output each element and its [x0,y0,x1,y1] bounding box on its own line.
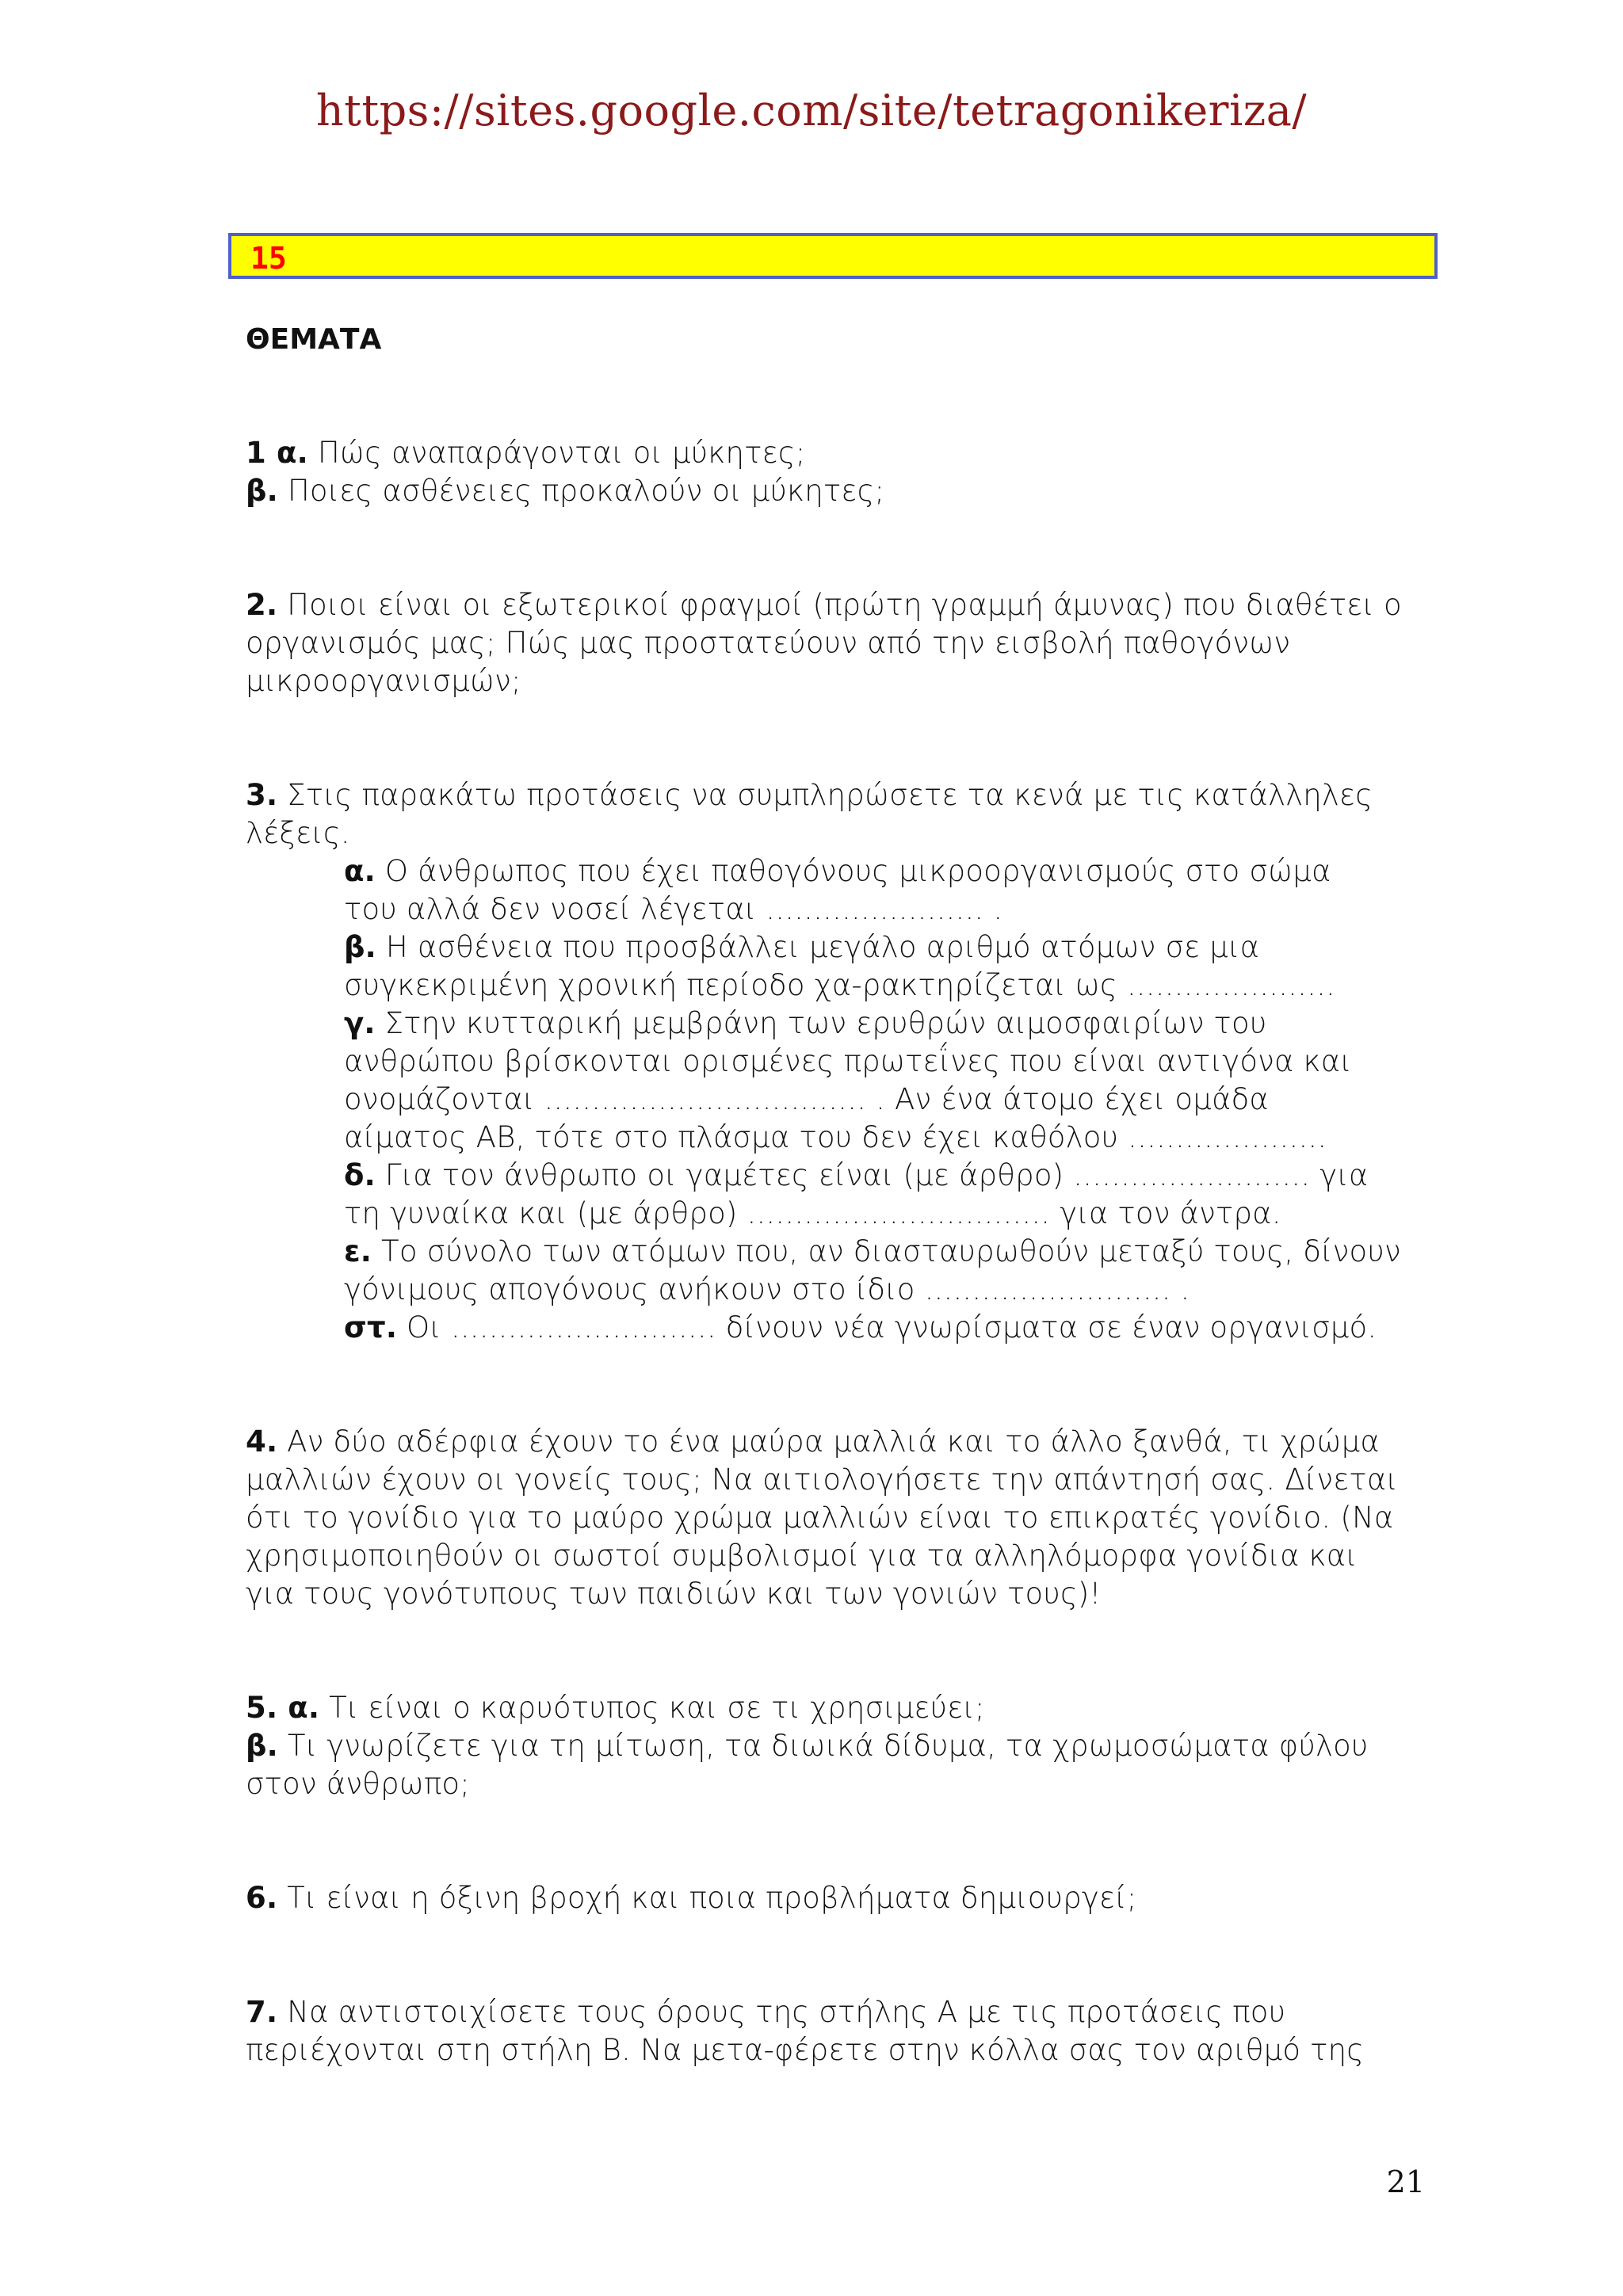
q1-a-text: Πώς αναπαράγονται οι μύκητες; [307,436,806,470]
q6-label: 6. [246,1881,278,1915]
q3-b-line: Η ασθένεια που προσβάλλει μεγάλο αριθμό ατόμων σε μια [376,930,1260,964]
q5-b-label: β. [246,1729,278,1763]
q3-f-label: στ. [344,1310,398,1344]
q3-b-line: συγκεκριμένη χρονική περίοδο χα-ρακτηρίζεται ως ...................... [344,968,1335,1002]
q3-c-line: ονομάζονται .................................. . Αν ένα άτομο έχει ομάδα [344,1082,1270,1116]
q5-a-text: Τι είναι ο καρυότυπος και σε τι χρησιμεύει; [319,1691,985,1725]
q7-label: 7. [246,1995,278,2029]
q2-line: μικροοργανισμών; [246,664,521,698]
q3-d-line: Για τον άνθρωπο οι γαμέτες είναι (με άρθρο) ......................... για [375,1158,1369,1192]
q4-label: 4. [246,1425,278,1459]
q2-label: 2. [246,588,278,622]
q2-line: Ποιοι είναι οι εξωτερικοί φραγμοί (πρώτη γραμμή άμυνας) που διαθέτει ο [277,588,1402,622]
question-2 [246,586,1450,700]
q1-b-label: β. [246,474,278,508]
site-url[interactable]: https://sites.google.com/site/tetragonikeriza/ [315,86,1308,135]
q1-a-label: 1 α. [246,436,308,470]
question-5 [246,1689,1450,1803]
q3-e-label: ε. [344,1234,372,1268]
q4-line: ότι το γονίδιο για το μαύρο χρώμα μαλλιών είναι το επικρατές γονίδιο. (Να [246,1501,1394,1535]
q3-line: Στις παρακάτω προτάσεις να συμπληρώσετε τα κενά με τις κατάλληλες [277,778,1373,812]
q3-a-label: α. [344,854,376,888]
q3-f-line: Οι ............................ δίνουν νέα γνωρίσματα σε έναν οργανισμό. [397,1310,1377,1344]
page-number: 21 [1386,2164,1425,2199]
q4-line: μαλλιών έχουν οι γονείς τους; Να αιτιολογήσετε την απάντησή σας. Δίνεται [246,1463,1399,1497]
q4-line: για τους γονότυπους των παιδιών και των γονιών τους)! [246,1577,1102,1611]
section-heading: ΘΕΜΑΤΑ [246,323,382,356]
q3-c-label: γ. [344,1006,376,1040]
q7-line: περιέχονται στη στήλη Β. Να μετα-φέρετε στην κόλλα σας τον αριθμό της [246,2033,1365,2067]
q1-b-text: Ποιες ασθένειες προκαλούν οι μύκητες; [277,474,885,508]
q5-a-label: 5. α. [246,1691,320,1725]
question-1 [246,434,1450,510]
section-number-banner [228,233,1438,279]
q3-e-line: Το σύνολο των ατόμων που, αν διασταυρωθούν μεταξύ τους, δίνουν [372,1234,1401,1268]
q3-d-line: τη γυναίκα και (με άρθρο) ................................ για τον άντρα. [344,1196,1281,1230]
q3-a-line: Ο άνθρωπος που έχει παθογόνους μικροοργανισμούς στο σώμα [375,854,1331,888]
q5-b-line: στον άνθρωπο; [246,1767,470,1801]
questions-body [246,434,1450,2069]
q3-c-line: ανθρώπου βρίσκονται ορισμένες πρωτεΐνες που είναι αντιγόνα και [344,1044,1352,1078]
q3-line: λέξεις. [246,816,350,850]
q6-text: Τι είναι η όξινη βροχή και ποια προβλήματα δημιουργεί; [277,1881,1137,1915]
question-6 [246,1879,1450,1917]
q3-c-line: Στην κυτταρική μεμβράνη των ερυθρών αιμοσφαιρίων του [375,1006,1267,1040]
question-4 [246,1423,1450,1613]
q3-b-label: β. [344,930,376,964]
q3-c-line: αίματος ΑΒ, τότε στο πλάσμα του δεν έχει καθόλου ..................... [344,1120,1327,1154]
q7-line: Να αντιστοιχίσετε τους όρους της στήλης Α με τις προτάσεις που [277,1995,1286,2029]
question-3 [246,776,1450,1347]
q3-d-label: δ. [344,1158,376,1192]
q3-e-line: γόνιμους απογόνους ανήκουν στο ίδιο .......................... . [344,1272,1190,1306]
section-number: 15 [250,241,287,276]
question-7 [246,1993,1450,2069]
q3-label: 3. [246,778,278,812]
q4-line: Αν δύο αδέρφια έχουν το ένα μαύρα μαλλιά και το άλλο ξανθά, τι χρώμα [277,1425,1380,1459]
q5-b-line: Τι γνωρίζετε για τη μίτωση, τα διωικά δίδυμα, τα χρωμοσώματα φύλου [277,1729,1369,1763]
q2-line: οργανισμός μας; Πώς μας προστατεύουν από την εισβολή παθογόνων [246,626,1291,660]
q4-line: χρησιμοποιηθούν οι σωστοί συμβολισμοί για τα αλληλόμορφα γονίδια και [246,1539,1358,1573]
q3-a-line: του αλλά δεν νοσεί λέγεται ....................... . [344,892,1003,926]
